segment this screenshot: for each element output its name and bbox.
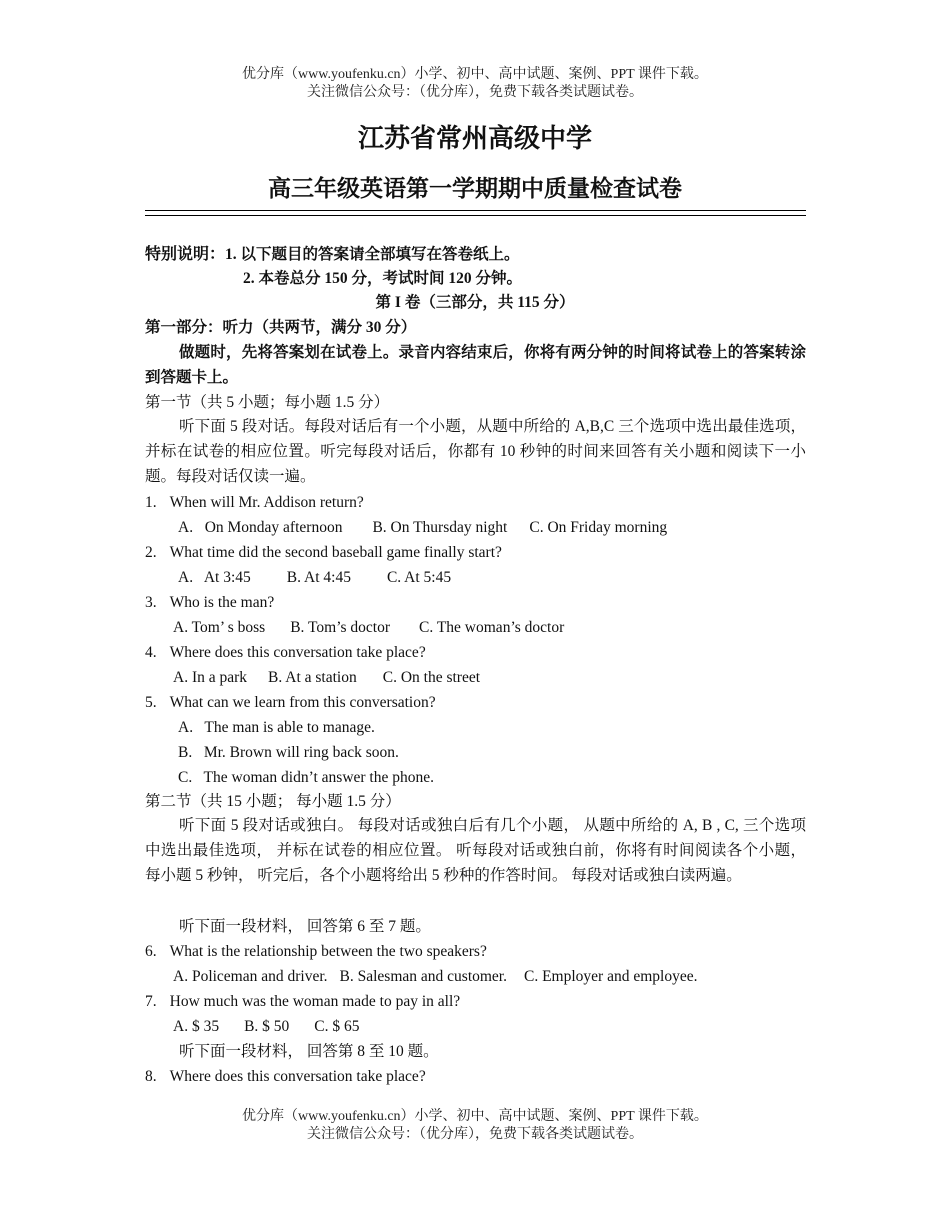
option-c: C. On the street xyxy=(382,669,481,686)
question-7-options xyxy=(173,1017,360,1037)
section2-title: 第二节（共 15 小题； 每小题 1.5 分） xyxy=(145,793,401,810)
option-c: C. The woman’s doctor xyxy=(419,619,565,636)
option-b: B. Tom’s doctor xyxy=(290,619,391,636)
question-3-options xyxy=(173,618,564,638)
option-b: B. At 4:45 xyxy=(286,569,351,586)
part1-instruction: 做题时，先将答案划在试卷上。录音内容结束后，你将有两分钟的时间将试卷上的答案转涂到答题卡上。 xyxy=(145,344,806,386)
question-2-options xyxy=(178,568,451,588)
notes-label: 特别说明： xyxy=(145,244,226,263)
site-header-line1: 优分库（www.youfenku.cn）小学、初中、高中试题、案例、PPT 课件下载。 xyxy=(242,67,708,82)
question-text: What can we learn from this conversation? xyxy=(169,694,436,711)
question-number: 6. xyxy=(145,943,157,960)
question-number: 1. xyxy=(145,494,157,511)
question-text: Where does this conversation take place? xyxy=(169,1068,426,1085)
option-a: A. The man is able to manage. xyxy=(178,719,375,736)
option-b: B. $ 50 xyxy=(244,1018,290,1035)
site-footer xyxy=(0,1108,950,1144)
question-text: How much was the woman made to pay in all? xyxy=(169,993,461,1010)
option-c: C. At 5:45 xyxy=(386,569,452,586)
question-number: 3. xyxy=(145,594,157,611)
site-header-line2: 关注微信公众号：（优分库），免费下载各类试题试卷。 xyxy=(307,85,643,100)
option-c: C. On Friday morning xyxy=(529,519,668,536)
question-6-options xyxy=(173,967,697,987)
material-note-8-10: 听下面一段材料， 回答第 8 至 10 题。 xyxy=(179,1043,439,1060)
question-text: What is the relationship between the two speakers? xyxy=(169,943,487,960)
question-4 xyxy=(145,643,426,663)
material-note-6-7: 听下面一段材料， 回答第 6 至 7 题。 xyxy=(179,918,431,935)
option-b: B. Mr. Brown will ring back soon. xyxy=(178,744,399,761)
section1-instruction: 听下面 5 段对话。每段对话后有一个小题，从题中所给的 A,B,C 三个选项中选出最佳选项，并标在试卷的相应位置。听完每段对话后，你都有 10 秒钟的时间来回答有关小题和阅读下一小题。每段对话仅读一遍。 xyxy=(145,418,806,485)
option-a: A. Policeman and driver. xyxy=(173,968,328,985)
question-5 xyxy=(145,693,436,713)
notes-line1 xyxy=(145,244,520,265)
question-3 xyxy=(145,593,274,613)
exam-title: 高三年级英语第一学期期中质量检查试卷 xyxy=(268,176,682,202)
question-text: Who is the man? xyxy=(169,594,275,611)
note-2: 2. 本卷总分 150 分，考试时间 120 分钟。 xyxy=(243,270,523,287)
question-1-options xyxy=(178,518,667,538)
option-a: A. In a park xyxy=(173,669,248,686)
option-b: B. At a station xyxy=(268,669,357,686)
question-4-options xyxy=(173,668,480,688)
section2-instruction: 听下面 5 段对话或独白。 每段对话或独白后有几个小题， 从题中所给的 A, B , C, 三个选项中选出最佳选项， 并标在试卷的相应位置。 听每段对话或独白前，你将有时间阅读各个小题， 每小题 5 秒钟， 听完后，各个小题将给出 5 秒种的作答时间。 每段对话或独白读两遍。 xyxy=(145,817,806,884)
title-double-rule xyxy=(145,210,806,216)
school-title: 江苏省常州高级中学 xyxy=(357,124,592,154)
question-6 xyxy=(145,942,487,962)
question-7 xyxy=(145,992,460,1012)
site-footer-line2: 关注微信公众号：（优分库），免费下载各类试题试卷。 xyxy=(307,1127,643,1142)
option-c: C. $ 65 xyxy=(314,1018,360,1035)
volume-title: 第 I 卷（三部分，共 115 分） xyxy=(375,294,575,311)
question-1 xyxy=(145,493,364,513)
question-number: 2. xyxy=(145,544,157,561)
question-2 xyxy=(145,543,502,563)
option-b: B. On Thursday night xyxy=(372,519,508,536)
option-a: A. At 3:45 xyxy=(178,569,251,586)
option-c: C. The woman didn’t answer the phone. xyxy=(178,769,434,786)
question-number: 8. xyxy=(145,1068,157,1085)
note-1: 1. 以下题目的答案请全部填写在答卷纸上。 xyxy=(225,246,520,263)
option-a: A. On Monday afternoon xyxy=(178,519,343,536)
question-number: 4. xyxy=(145,644,157,661)
question-number: 5. xyxy=(145,694,157,711)
option-a: A. $ 35 xyxy=(173,1018,220,1035)
site-header xyxy=(0,66,950,102)
part1-title: 第一部分：听力（共两节，满分 30 分） xyxy=(145,319,417,336)
option-c: C. Employer and employee. xyxy=(524,968,698,985)
option-b: B. Salesman and customer. xyxy=(339,968,507,985)
question-text: When will Mr. Addison return? xyxy=(169,494,364,511)
question-text: What time did the second baseball game finally start? xyxy=(169,544,502,561)
site-footer-line1: 优分库（www.youfenku.cn）小学、初中、高中试题、案例、PPT 课件下载。 xyxy=(242,1109,708,1124)
question-text: Where does this conversation take place? xyxy=(169,644,426,661)
question-8 xyxy=(145,1067,426,1087)
option-a: A. Tom’ s boss xyxy=(173,619,266,636)
section1-title: 第一节（共 5 小题；每小题 1.5 分） xyxy=(145,394,390,411)
question-number: 7. xyxy=(145,993,157,1010)
